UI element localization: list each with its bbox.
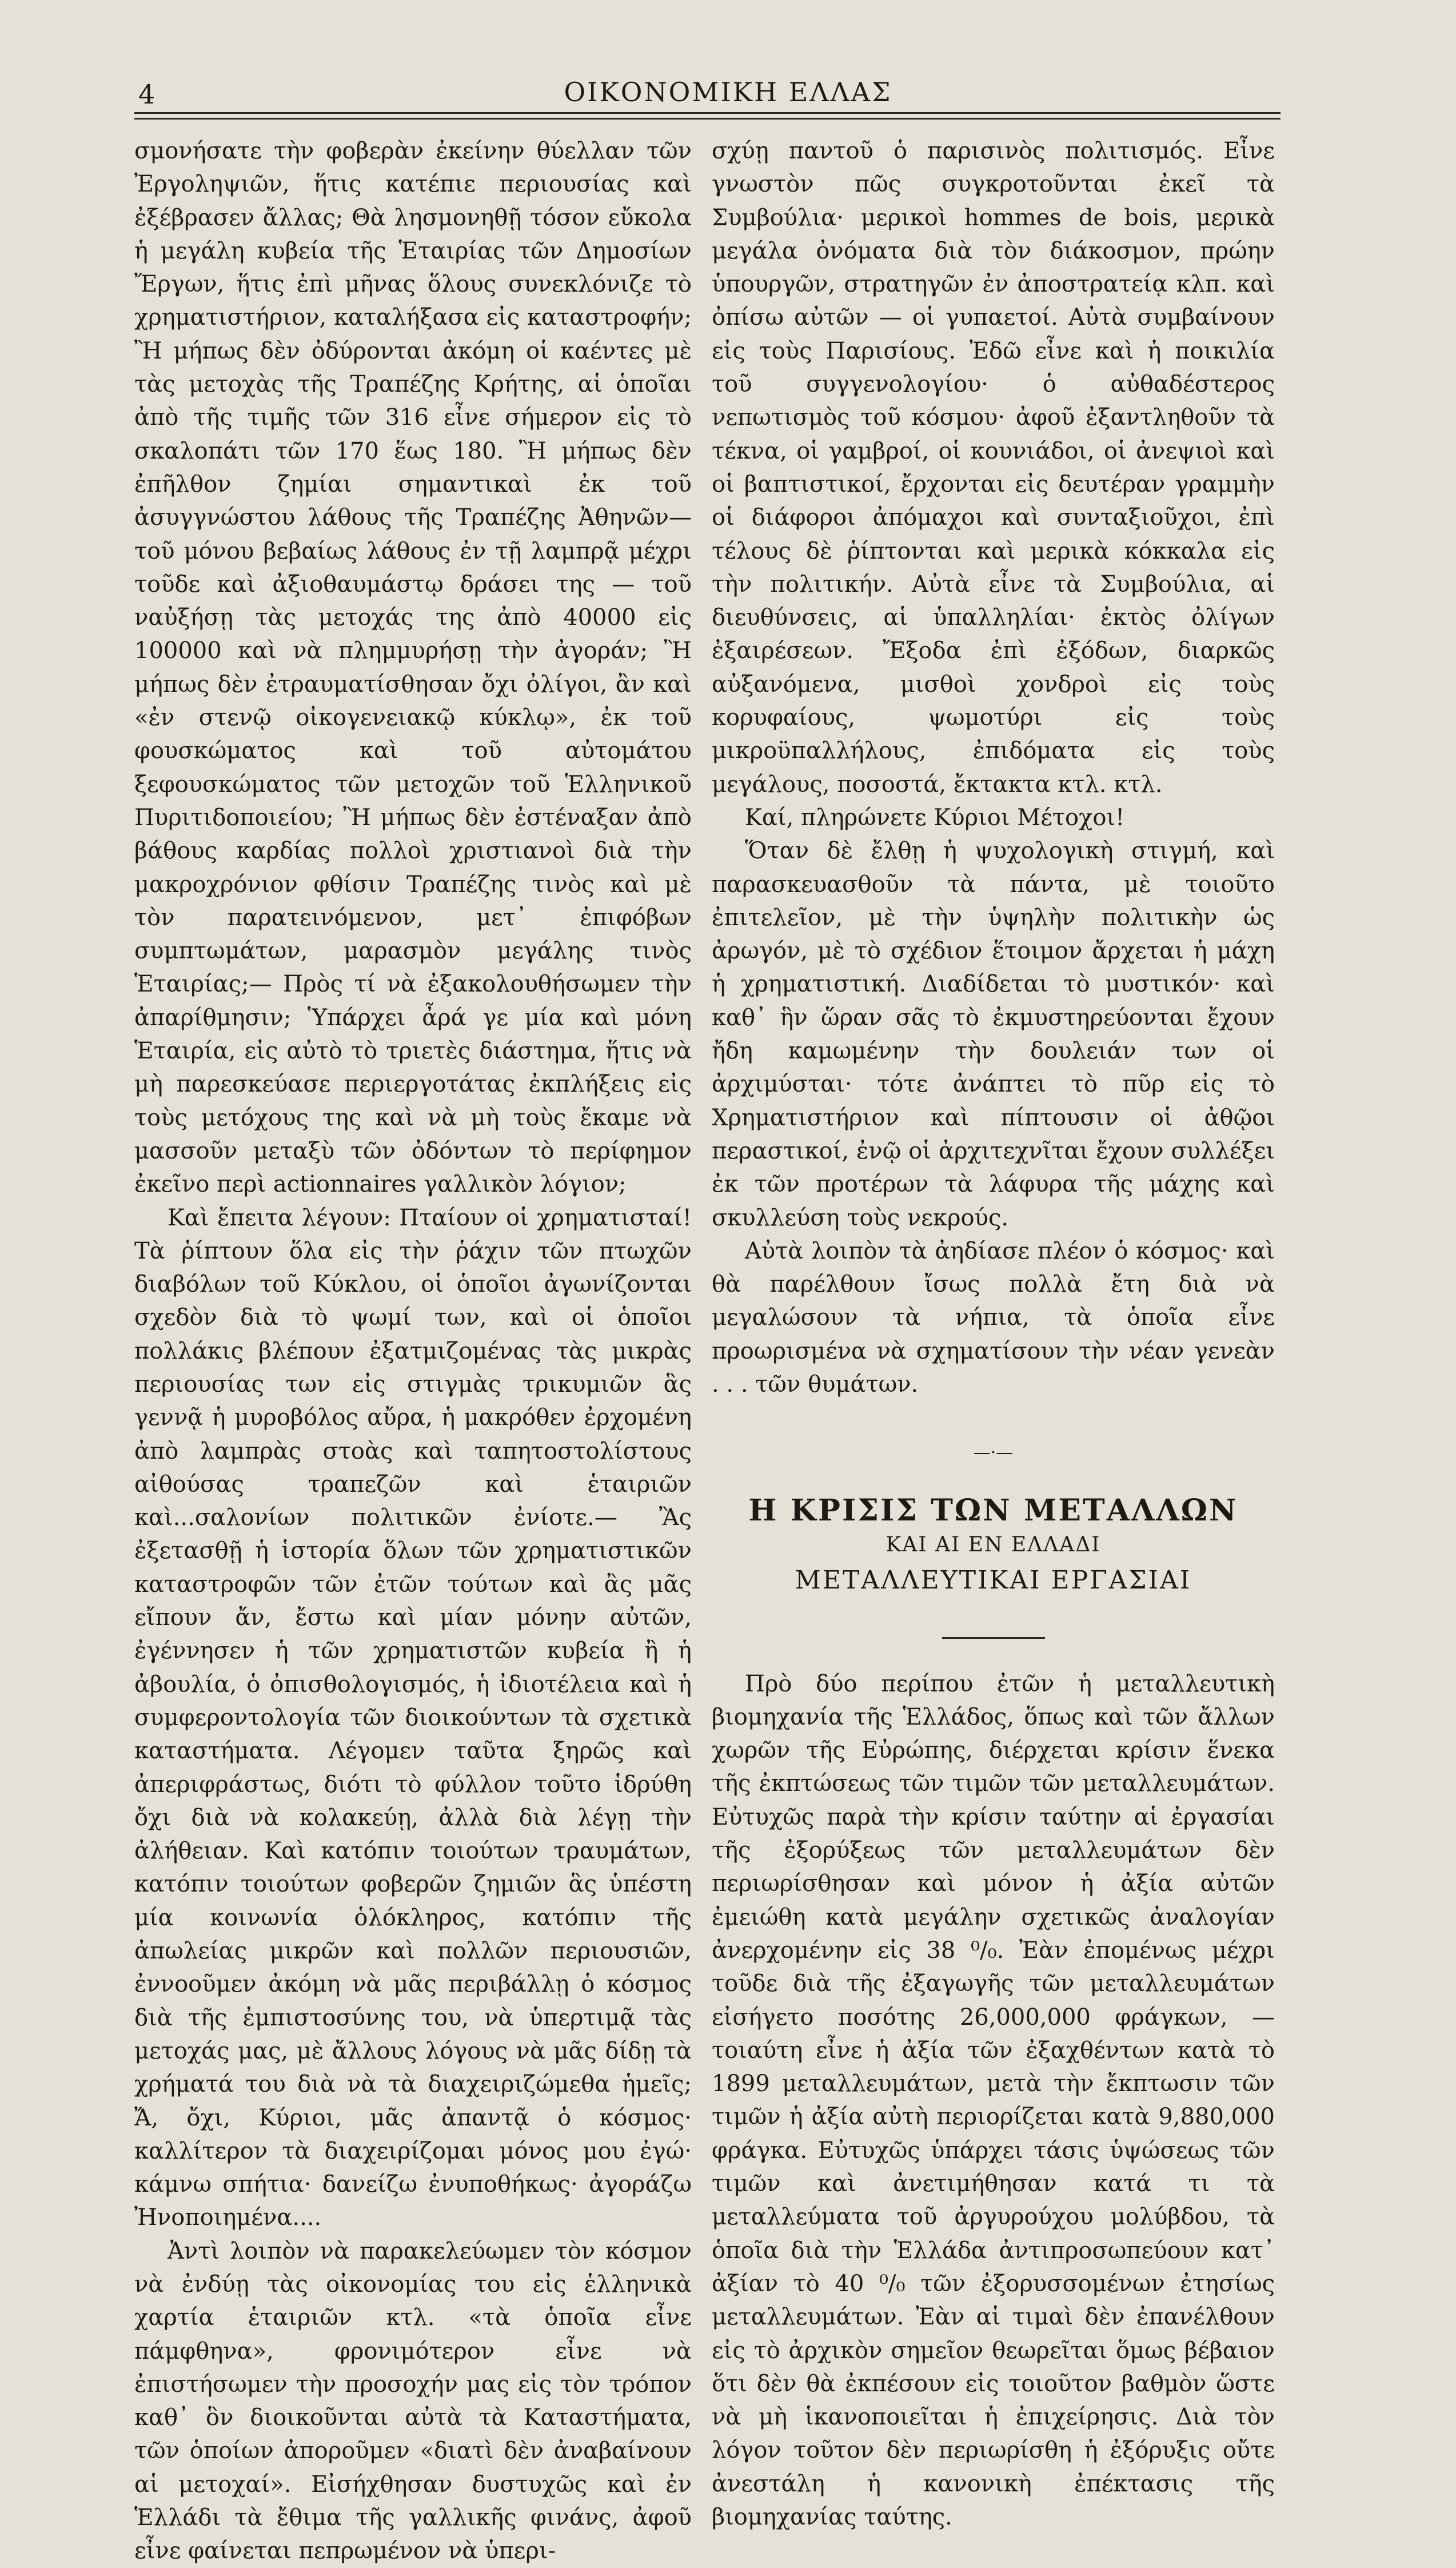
article-subtitle-1: ΚΑΙ ΑΙ ΕΝ ΕΛΛΑΔΙ [885,1532,1101,1556]
header-rule-bottom [134,118,1281,120]
page-number: 4 [138,79,155,110]
left-paragraph-1: σμονήσατε τὴν φοβερὰν ἐκείνην θύελλαν τῶν Ἐργοληψιῶν, ἥτις κατέπιε περιουσίας καὶ ἐξέβρασεν ἄλλας; Θὰ λησμονηθῇ τόσον εὔκολα ἡ μεγάλη κυβεία τῆς Ἑταιρίας τῶν Δημοσίων Ἔργων, ἥτις ἐπὶ μῆνας ὅλους συνεκλόνιζε τὸ χρηματιστήριον, καταλήξασα εἰς καταστροφήν; Ἢ μήπως δὲν ὀδύρονται ἀκόμη οἱ καέντες μὲ τὰς μετοχὰς τῆς Τραπέζης Κρήτης, αἱ ὁποῖαι ἀπὸ τῆς τιμῆς τῶν 316 εἶνε σήμερον εἰς τὸ σκαλοπάτι τῶν 170 ἕως 180. Ἢ μήπως δὲν ἐπῆλθον ζημίαι σημαντικαὶ ἐκ τοῦ ἀσυγγνώστου λάθους τῆς Τραπέζης Ἀθηνῶν—τοῦ μόνου βεβαίως λάθους ἐν τῇ λαμπρᾷ μέχρι τοῦδε καὶ ἀξιοθαυμάστῳ δράσει της — τοῦ ναὐξήσῃ τὰς μετοχάς της ἀπὸ 40000 εἰς 100000 καὶ νὰ πλημμυρήσῃ τὴν ἀγοράν; Ἢ μήπως δὲν ἐτραυματίσθησαν ὄχι ὀλίγοι, ἂν καὶ «ἐν στενῷ οἰκογενειακῷ κύκλῳ», ἐκ τοῦ φουσκώματος καὶ τοῦ αὐτομάτου ξεφουσκώματος τῶν μετοχῶν τοῦ Ἑλληνικοῦ Πυριτιδοποιείου; Ἢ μήπως δὲν ἐστέναξαν ἀπὸ βάθους καρδίας πολλοὶ χριστιανοὶ διὰ τὴν μακροχρόνιον φθίσιν Τραπέζης τινὸς καὶ μὲ τὸν παρατεινόμενον, μετ᾽ ἐπιφόβων συμπτωμάτων, μαρασμὸν μεγάλης τινὸς Ἑταιρίας;— Πρὸς τί νὰ ἐξακολουθήσωμεν τὴν ἀπαρίθμησιν; Ὑπάρχει ἆρά γε μία καὶ μόνη Ἑταιρία, εἰς αὐτὸ τὸ τριετὲς διάστημα, ἥτις νὰ μὴ παρεσκεύασε περιεργοτάτας ἐκπλήξεις εἰς τοὺς μετόχους της καὶ νὰ μὴ τοὺς ἔκαμε νὰ μασσοῦν μεταξὺ τῶν ὀδόντων τὸ περίφημον ἐκεῖνο περὶ actionnaires γαλλικὸν λόγιον; [134,138,692,1198]
section-separator: —·— [973,1443,1014,1463]
article-title: Η ΚΡΙΣΙΣ ΤΩΝ ΜΕΤΑΛΛΩΝ [748,1492,1238,1528]
right-column [712,134,1275,2534]
left-paragraph-2: Καὶ ἔπειτα λέγουν: Πταίουν οἱ χρηματισταί! Τὰ ῥίπτουν ὅλα εἰς τὴν ῥάχιν τῶν πτωχῶν διαβόλων τοῦ Κύκλου, οἱ ὁποῖοι ἀγωνίζονται σχεδὸν διὰ τὸ ψωμί των, καὶ οἱ ὁποῖοι πολλάκις βλέπουν ἐξατμιζομένας τὰς μικρὰς περιουσίας των εἰς στιγμὰς τρικυμιῶν ἃς γεννᾷ ἡ μυροβόλος αὔρα, ἡ μακρόθεν ἐρχομένη ἀπὸ λαμπρὰς στοὰς καὶ ταπητοστολίστους αἰθούσας τραπεζῶν καὶ ἑταιριῶν καὶ...σαλονίων πολιτικῶν ἐνίοτε.— Ἂς ἐξετασθῇ ἡ ἱστορία ὅλων τῶν χρηματιστικῶν καταστροφῶν τῶν ἐτῶν τούτων καὶ ἂς μᾶς εἴπουν ἄν, ἔστω καὶ μίαν μόνην αὐτῶν, ἐγέννησεν ἡ τῶν χρηματιστῶν κυβεία ἢ ἡ ἀβουλία, ὁ ὀπισθολογισμός, ἡ ἰδιοτέλεια καὶ ἡ συμφεροντολογία τῶν διοικούντων τὰ σχετικὰ καταστήματα. Λέγομεν ταῦτα ξηρῶς καὶ ἀπεριφράστως, διότι τὸ φύλλον τοῦτο ἱδρύθη ὄχι διὰ νὰ κολακεύῃ, ἀλλὰ διὰ λέγῃ τὴν ἀλήθειαν. Καὶ κατόπιν τοιούτων τραυμάτων, κατόπιν τοιούτων φοβερῶν ζημιῶν ἃς ὑπέστη μία κοινωνία ὁλόκληρος, κατόπιν τῆς ἀπωλείας μικρῶν καὶ πολλῶν περιουσιῶν, ἐννοοῦμεν ἀκόμη νὰ μᾶς περιβάλλῃ ὁ κόσμος διὰ τῆς ἐμπιστοσύνης του, νὰ ὑπερτιμᾷ τὰς μετοχάς μας, μὲ ἄλλους λόγους νὰ μᾶς δίδῃ τὰ χρήματά του διὰ νὰ τὰ διαχειριζώμεθα ἡμεῖς; Ἄ, ὄχι, Κύριοι, μᾶς ἀπαντᾷ ὁ κόσμος· καλλίτερον τὰ διαχειρίζομαι μόνος μου ἐγώ· κάμνω σπήτια· δανείζω ἐνυποθήκως· ἀγοράζω Ἠνοποιημένα.... [134,1204,692,2231]
right-paragraph-2: Καί, πληρώνετε Κύριοι Μέτοχοι! [745,804,1125,831]
right-paragraph-4: Αὐτὰ λοιπὸν τὰ ἀηδίασε πλέον ὁ κόσμος· καὶ θὰ παρέλθουν ἴσως πολλὰ ἔτη διὰ νὰ μεγαλώσουν τὰ νήπια, τὰ ὁποῖα εἶνε προωρισμένα νὰ σχηματίσουν τὴν νέαν γενεὰν . . . τῶν θυμάτων. [712,1237,1275,1398]
header-rule-top [134,112,1281,114]
running-title: ΟΙΚΟΝΟΜΙΚΗ ΕΛΛΑΣ [564,77,892,108]
article-subtitle-2: ΜΕΤΑΛΛΕΥΤΙΚΑΙ ΕΡΓΑΣΙΑΙ [795,1565,1192,1595]
article-paragraph: Πρὸ δύο περίπου ἐτῶν ἡ μεταλλευτικὴ βιομηχανία τῆς Ἑλλάδος, ὅπως καὶ τῶν ἄλλων χωρῶν τῆς Εὐρώπης, διέρχεται κρίσιν ἕνεκα τῆς ἐκπτώσεως τῶν τιμῶν τῶν μεταλλευμάτων. Εὐτυχῶς παρὰ τὴν κρίσιν ταύτην αἱ ἐργασίαι τῆς ἐξορύξεως τῶν μεταλλευμάτων δὲν περιωρίσθησαν καὶ μόνον ἡ ἀξία αὐτῶν ἐμειώθη κατὰ μεγάλην σχετικῶς ἀναλογίαν ἀνερχομένην εἰς 38 ⁰/₀. Ἐὰν ἐπομένως μέχρι τοῦδε διὰ τῆς ἐξαγωγῆς τῶν μεταλλευμάτων εἰσήγετο ποσότης 26,000,000 φράγκων, — τοιαύτη εἶνε ἡ ἀξία τῶν ἐξαχθέντων κατὰ τὸ 1899 μεταλλευμάτων, μετὰ τὴν ἔκπτωσιν τῶν τιμῶν ἡ ἀξία αὐτὴ περιορίζεται κατὰ 9,880,000 φράγκα. Εὐτυχῶς ὑπάρχει τάσις ὑψώσεως τῶν τιμῶν καὶ ἀνετιμήθησαν κατά τι τὰ μεταλλεύματα τοῦ ἀργυρούχου μολύβδου, τὰ ὁποῖα διὰ τὴν Ἑλλάδα ἀντιπροσωπεύουν κατ᾽ ἀξίαν τὸ 40 ⁰/₀ τῶν ἐξορυσσομένων ἐτησίως μεταλλευμάτων. Ἐὰν αἱ τιμαὶ δὲν ἐπανέλθουν εἰς τὸ ἀρχικὸν σημεῖον θεωρεῖται ὅμως βέβαιον ὅτι δὲν θὰ ἐκπέσουν εἰς τοιοῦτον βαθμὸν ὥστε νὰ μὴ ἱκανοποιεῖται ἡ ἐπιχείρησις. Διὰ τὸν λόγον τοῦτον δὲν περιωρίσθη ἡ ἐξόρυξις οὔτε ἀνεστάλη ἡ κανονικὴ ἐπέκτασις τῆς βιομηχανίας ταύτης. [712,1670,1275,2530]
article-title-rule [942,1637,1045,1639]
left-paragraph-3: Ἀντὶ λοιπὸν νὰ παρακελεύωμεν τὸν κόσμον νὰ ἐνδύῃ τὰς οἰκονομίας του εἰς ἑλληνικὰ χαρτία ἑταιριῶν κτλ. «τὰ ὁποῖα εἶνε πάμφθηνα», φρονιμότερον εἶνε νὰ ἐπιστήσωμεν τὴν προσοχήν μας εἰς τὸν τρόπον καθ᾽ ὃν διοικοῦνται αὐτὰ τὰ Καταστήματα, τῶν ὁποίων ἀποροῦμεν «διατὶ δὲν ἀναβαίνουν αἱ μετοχαί». Εἰσήχθησαν δυστυχῶς καὶ ἐν Ἑλλάδι τὰ ἔθιμα τῆς γαλλικῆς φινάνς, ἀφοῦ εἶνε φαίνεται πεπρωμένον νὰ ὑπερι- [134,2237,692,2565]
right-paragraph-3: Ὅταν δὲ ἔλθῃ ἡ ψυχολογικὴ στιγμή, καὶ παρασκευασθοῦν τὰ πάντα, μὲ τοιοῦτο ἐπιτελεῖον, μὲ τὴν ὑψηλὴν πολιτικὴν ὡς ἀρωγόν, μὲ τὸ σχέδιον ἕτοιμον ἄρχεται ἡ μάχη ἡ χρηματιστική. Διαδίδεται τὸ μυστικόν· καὶ καθ᾽ ἣν ὥραν σᾶς τὸ ἐκμυστηρεύονται ἔχουν ἤδη καμωμένην τὴν δουλειάν των οἱ ἀρχιμύσται· τότε ἀνάπτει τὸ πῦρ εἰς τὸ Χρηματιστήριον καὶ πίπτουσιν οἱ ἀθῷοι περαστικοί, ἐνῷ οἱ ἀρχιτεχνῖται ἔχουν συλλέξει ἐκ τῶν προτέρων τὰ λάφυρα τῆς μάχης καὶ σκυλλεύση τοὺς νεκρούς. [712,838,1275,1231]
right-paragraph-1: σχύῃ παντοῦ ὁ παρισινὸς πολιτισμός. Εἶνε γνωστὸν πῶς συγκροτοῦνται ἐκεῖ τὰ Συμβούλια· μερικοὶ hommes de bois, μερικὰ μεγάλα ὀνόματα διὰ τὸν διάκοσμον, πρώην ὑπουργῶν, στρατηγῶν ἐν ἀποστρατείᾳ κλπ. καὶ ὀπίσω αὐτῶν — οἱ γυπαετοί. Αὐτὰ συμβαίνουν εἰς τοὺς Παρισίους. Ἐδῶ εἶνε καὶ ἡ ποικιλία τοῦ συγγενολογίου· ὁ αὐθαδέστερος νεπωτισμὸς τοῦ κόσμου· ἀφοῦ ἐξαντληθοῦν τὰ τέκνα, οἱ γαμβροί, οἱ κουνιάδοι, οἱ ἀνεψιοὶ καὶ οἱ βαπτιστικοί, ἔρχονται εἰς δευτέραν γραμμὴν οἱ διάφοροι ἀπόμαχοι καὶ συνταξιοῦχοι, ἐπὶ τέλους δὲ ῥίπτονται καὶ μερικὰ κόκκαλα εἰς τὴν πολιτικήν. Αὐτὰ εἶνε τὰ Συμβούλια, αἱ διευθύνσεις, αἱ ὑπαλληλίαι· ἐκτὸς ὀλίγων ἐξαιρέσεων. Ἔξοδα ἐπὶ ἐξόδων, διαρκῶς αὐξανόμενα, μισθοὶ χονδροὶ εἰς τοὺς κορυφαίους, ψωμοτύρι εἰς τοὺς μικροϋπαλλήλους, ἐπιδόματα εἰς τοὺς μεγάλους, ποσοστά, ἔκτακτα κτλ. κτλ. [712,138,1275,798]
left-column [134,134,692,2568]
